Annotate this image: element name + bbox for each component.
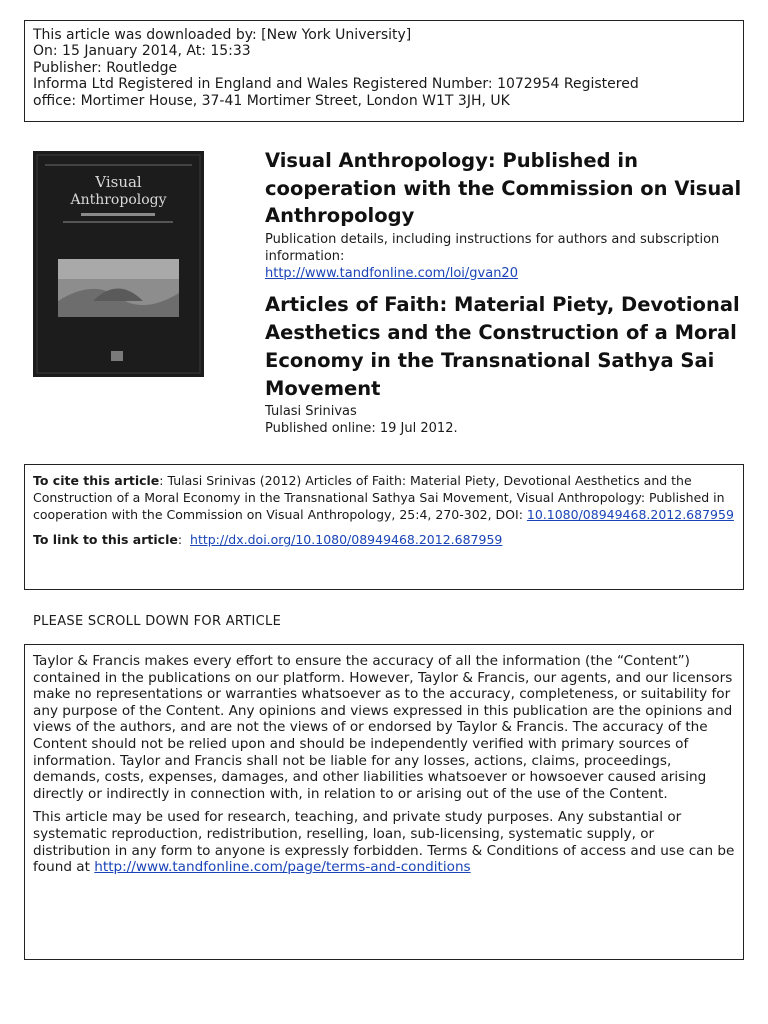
office-line: office: Mortimer House, 37-41 Mortimer Street, London W1T 3JH, UK — [33, 92, 510, 109]
disclaimer-paragraph: Taylor & Francis makes every effort to ensure the accuracy of all the information (the “Content”) contained in the publications on our platform. However, Taylor & Francis, our agents, and our licensors make no representations or warranties whatsoever as to the accuracy, completeness, or suitability for any purpose of the Content. Any opinions and views expressed in this publication are the opinions and views of the authors, and are not the views of or endorsed by Taylor & Francis. The accuracy of the Content should not be relied upon and should be independently verified with primary sources of information. Taylor and Francis shall not be liable for any losses, actions, claims, proceedings, demands, costs, expenses, damages, and other liabilities whatsoever or howsoever caused arising directly or indirectly in connection with, in relation to or arising out of the use of the Content. — [33, 653, 733, 802]
publication-details-text: Publication details, including instructions for authors and subscription information: — [265, 231, 720, 264]
journal-cover-image[interactable] — [33, 151, 204, 377]
disclaimer-box — [24, 644, 744, 960]
cover-artwork — [33, 151, 204, 377]
title-block — [265, 147, 755, 437]
doi-link[interactable]: 10.1080/08949468.2012.687959 — [526, 506, 734, 522]
terms-text: This article may be used for research, teaching, and private study purposes. Any substantial or systematic reproduction, redistribution, reselling, loan, sub-licensing, systematic supply, or distribution in any form to anyone is expressly forbidden. Terms & Conditions of access and use can be found at — [33, 809, 735, 876]
link-label: To link to this article — [33, 532, 178, 548]
journal-url-link[interactable]: http://www.tandfonline.com/loi/gvan20 — [265, 265, 518, 281]
publisher-line: Publisher: Routledge — [33, 59, 178, 76]
cover-title-line1: Visual — [95, 173, 142, 191]
terms-link[interactable]: http://www.tandfonline.com/page/terms-and-conditions — [94, 859, 471, 876]
download-notice-box — [24, 20, 744, 122]
scroll-notice: PLEASE SCROLL DOWN FOR ARTICLE — [33, 614, 282, 629]
cover-title-line2: Anthropology — [70, 192, 167, 208]
cite-label: To cite this article — [33, 473, 160, 488]
publication-details — [265, 231, 755, 282]
citation-box — [24, 464, 744, 590]
citation-text: : Tulasi Srinivas (2012) Articles of Faith: Material Piety, Devotional Aesthetics and the Construction of a Moral Economy in the Transnational Sathya Sai Movement, Visual Anthropology: Published in cooperation with the Commission on Visual Anthropology, 25:4, 270-302, DOI: — [33, 473, 725, 522]
download-date-line: On: 15 January 2014, At: 15:33 — [33, 43, 251, 60]
article-title: Articles of Faith: Material Piety, Devotional Aesthetics and the Construction of a Moral Economy in the Transnational Sathya Sai Movement — [265, 292, 740, 400]
download-line: This article was downloaded by: [New York University] — [33, 27, 412, 43]
terms-paragraph — [33, 809, 735, 875]
article-author: Tulasi Srinivas — [265, 403, 357, 419]
citation-row — [33, 473, 735, 523]
journal-title: Visual Anthropology: Published in cooperation with the Commission on Visual Anthropology — [265, 149, 742, 227]
link-row — [33, 532, 735, 549]
link-separator: : — [177, 532, 191, 548]
article-doi-url-link[interactable]: http://dx.doi.org/10.1080/08949468.2012.687959 — [190, 532, 503, 548]
registration-line: Informa Ltd Registered in England and Wales Registered Number: 1072954 Registered — [33, 76, 639, 93]
published-date: Published online: 19 Jul 2012. — [265, 420, 458, 436]
